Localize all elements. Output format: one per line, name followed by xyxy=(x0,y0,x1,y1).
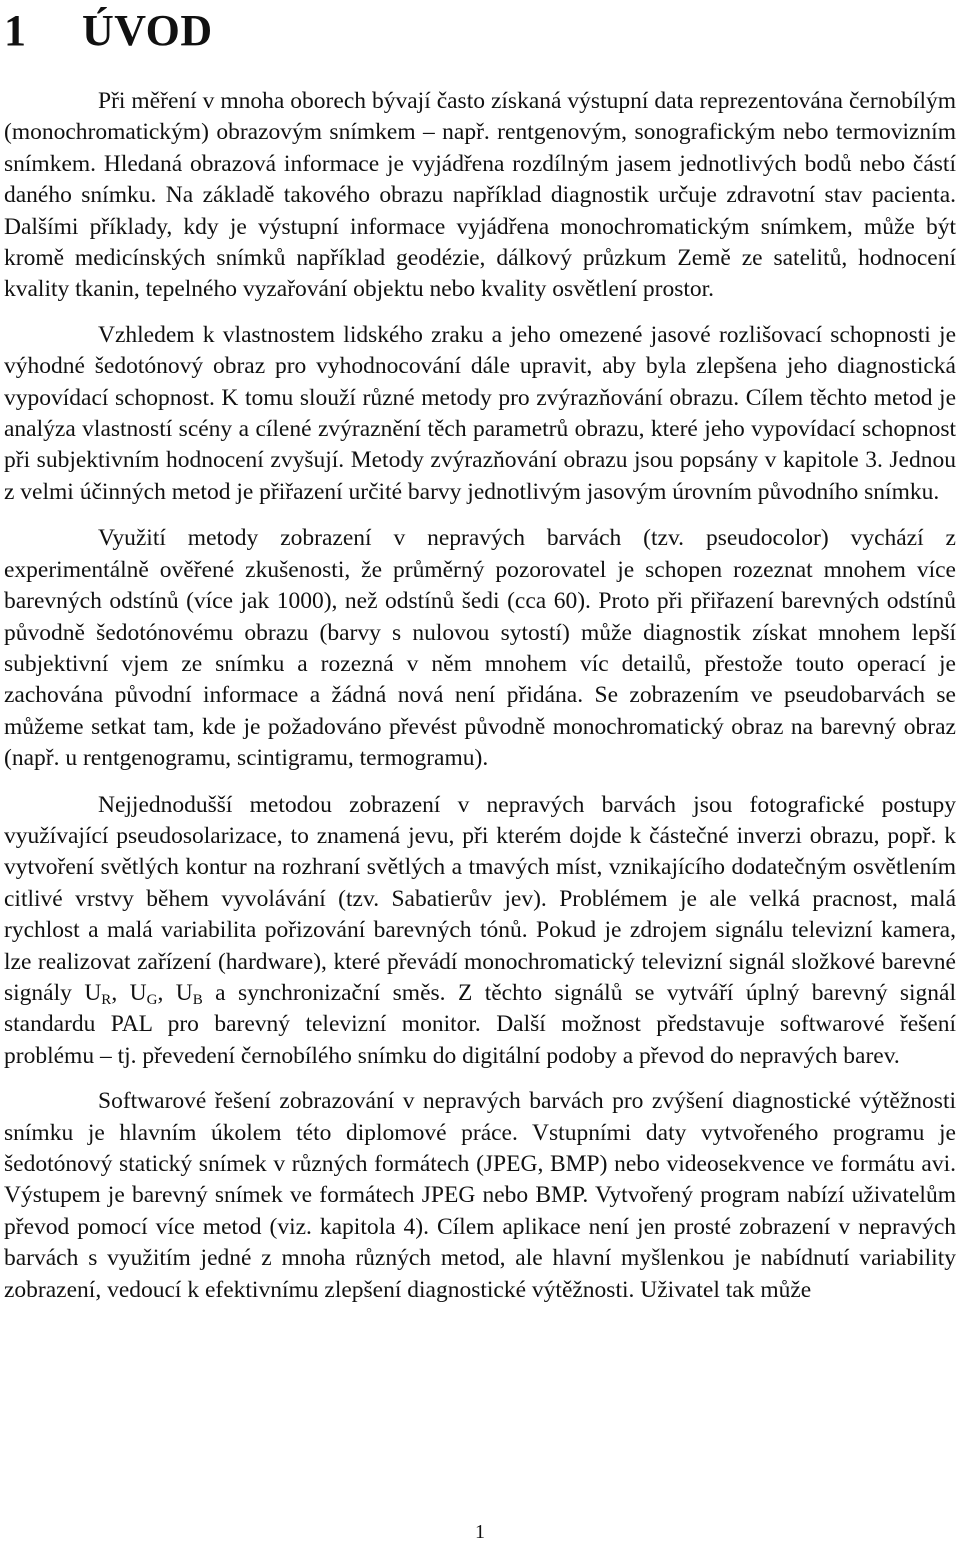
paragraph-methods-text-2: a synchronizační směs. Z těchto signálů se vytváří úplný barevný signál standardu PAL pro barevný televizní monitor. Další možnost představuje softwarové řešení problému – tj. převedení černobílého snímku do digitální podoby a převod do nepravých barev. xyxy=(4,979,957,1069)
paragraph-methods: Nejjednodušší metodou zobrazení v nepravých barvách jsou fotografické postupy využívající pseudosolarizace, to znamená jevu, při kterém dojde k částečné inverzi obrazu, popř. k vytvoření světlých kontur na rozhraní světlých a tmavých míst, vznikajícího dodatečným osvětlením citlivé vrstvy během vyvolávání (tzv. Sabatierův jev). Problémem je ale velká pracnost, malá rychlost a malá variabilita pořizování barevných tónů. Pokud je zdrojem signálu televizní kamera, lze realizovat zařízení (hardware), které převádí monochromatický televizní signál složkové barevné signály $U_R$, $U_G$, $U_B$ a synchronizační směs. Z těchto signálů se vytváří úplný barevný signál standardu PAL pro barevný televizní monitor. Další možnost představuje softwarové řešení problému – tj. převedení černobílého snímku do digitální podoby a převod do nepravých barev. xyxy=(4,791,957,1069)
chapter-title: ÚVOD xyxy=(82,6,213,55)
paragraph-methods-text-1: Nejjednodušší metodou zobrazení v nepravých barvách jsou fotografické postupy využívající pseudosolarizace, to znamená jevu, při kterém dojde k částečné inverzi obrazu, popř. k vytvoření světlých kontur na rozhraní světlých a tmavých míst, vznikajícího dodatečným osvětlením citlivé vrstvy během vyvolávání (tzv. Sabatierův jev). Problémem je ale velká pracnost, malá rychlost a malá variabilita pořizování barevných tónů. Pokud je zdrojem signálu televizní kamera, lze realizovat zařízení (hardware), které převádí monochromatický televizní signál složkové barevné signály xyxy=(4,791,956,1006)
document-page xyxy=(4,0,956,1306)
chapter-number: 1 xyxy=(4,6,27,55)
signal-u-r: $U_R$ xyxy=(84,979,112,1008)
signal-u-b: $U_B$ xyxy=(175,979,203,1008)
page-number: 1 xyxy=(475,1521,485,1543)
paragraph-software: Softwarové řešení zobrazování v nepravých barvách pro zvýšení diagnostické výtěžnosti snímku je hlavním úkolem této diplomové práce. Vstupními daty vytvořeného programu je šedotónový statický snímek v různých formátech (JPEG, BMP) nebo videosekvence ve formátu avi. Výstupem je barevný snímek ve formátech JPEG nebo BMP. Vytvořený program nabízí uživatelům převod pomocí více metod (viz. kapitola 4). Cílem aplikace není jen prosté zobrazení v nepravých barvách s využitím jedné z mnoha různých metod, ale hlavní myšlenkou je nabídnutí variability zobrazení, vedoucí k efektivnímu zlepšení diagnostické výtěžnosti. Uživatel tak může xyxy=(4,1088,956,1303)
paragraph-intro: Při měření v mnoha oborech bývají často získaná výstupní data reprezentována černobílým (monochromatickým) obrazovým snímkem – např. rentgenovým, sonografickým nebo termovizním snímkem. Hledaná obrazová informace je vyjádřena rozdílným jasem jednotlivých bodů nebo částí daného snímku. Na základě takového obrazu například diagnostik určuje zdravotní stav pacienta. Dalšími příklady, kdy je výstupní informace vyjádřena monochromatickým snímkem, může být kromě medicínských snímků například geodézie, dálkový průzkum Země ze satelitů, hodnocení kvality tkanin, tepelného vyzařování objektu nebo kvality osvětlení prostor. xyxy=(4,88,956,303)
chapter-heading xyxy=(4,6,956,56)
signal-u-g: $U_G$ xyxy=(129,979,158,1008)
paragraph-pseudocolor: Využití metody zobrazení v nepravých barvách (tzv. pseudocolor) vychází z experimentálně ověřené zkušenosti, že průměrný pozorovatel je schopen rozeznat mnohem více barevných odstínů (více jak 1000), než odstínů šedi (cca 60). Proto při přiřazení barevných odstínů původně šedotónovému obrazu (barvy s nulovou sytostí) může diagnostik získat mnohem lepší subjektivní vjem ze snímku a rozezná v něm mnohem víc detailů, přestože touto operací je zachována původní informace a žádná nová není přidána. Se zobrazením ve pseudobarvách se můžeme setkat tam, kde je požadováno převést původně monochromatický obraz na barevný obraz (např. u rentgenogramu, scintigramu, termogramu). xyxy=(4,525,956,772)
paragraph-enhancement: Vzhledem k vlastnostem lidského zraku a jeho omezené jasové rozlišovací schopnosti je výhodné šedotónový obraz pro vyhodnocování dále upravit, aby byla zlepšena jeho diagnostická vypovídací schopnost. K tomu slouží různé metody pro zvýrazňování obrazu. Cílem těchto metod je analýza vlastností scény a cílené zvýraznění těch parametrů obrazu, které jeho vypovídací schopnost při subjektivním hodnocení zvyšují. Metody zvýrazňování obrazu jsou popsány v kapitole 3. Jednou z velmi účinných metod je přiřazení určité barvy jednotlivým jasovým úrovním původního snímku. xyxy=(4,321,956,505)
